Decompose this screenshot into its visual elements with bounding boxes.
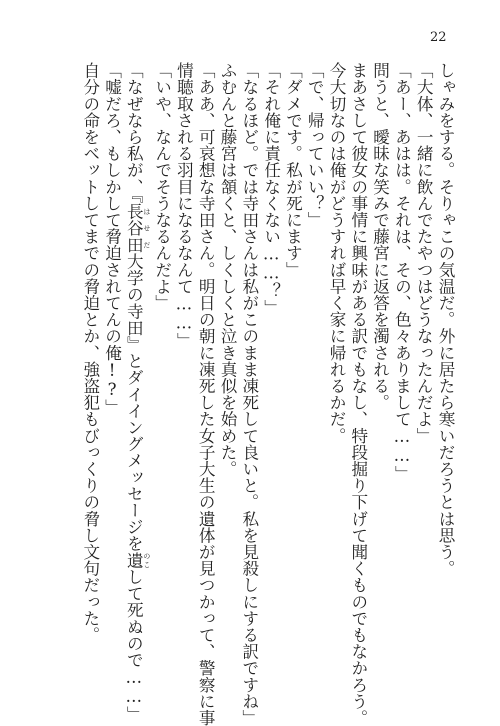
text-line: 自分の命をベットしてまでの脅迫とか、強盗犯もびっくりの脅し文句だった。 [80,62,100,643]
page-number: 22 [430,30,447,45]
text-line: しゃみをする。そりゃこの気温だ。外に居たら寒いだろうとは思う。 [436,62,455,577]
text-line: 情聴取される羽目になるなんて……」 [174,62,194,349]
text-line: 「ダメです。私が死にます」 [283,62,303,278]
text-line: 「いや、なんでそうなるんだよ」 [152,62,172,311]
text-line: 問うと、曖昧な笑みで藤宮に返答を濁される。 [370,62,390,411]
text-line: 「ああ、可哀想な寺田さん。明日の朝に凍死した女子大生の遺体が見つかって、警察に事 [196,62,216,726]
text-line: 「嘘だろ、もしかして脅迫されてんの俺!?」 [102,62,122,416]
text-line: 「なるほど。では寺田さんは私がこのまま凍死して良いと。私を見殺しにする訳ですね」 [239,62,259,726]
text-line: 「あー、あはは。それは、その、色々ありまして……」 [392,62,412,482]
text-line: 「なぜなら私が、『長谷田 はせだ大学の寺田』とダイイングメッセージを遺 のこして死ぬので……」 [124,62,151,723]
text-line: まあさして彼女の事情に興味がある訳でもなし、特段掘り下げて聞くものでもなかろう。 [348,62,368,726]
ruby-hasetada: 長谷田 はせだ [124,203,151,253]
text-line: 「それ俺に責任なくない……？」 [261,62,281,316]
text-line: 今大切なのは俺がどうすれば早く家に帰れるかだ。 [327,62,347,444]
ruby-nokoshite: 遺 のこ [124,551,151,569]
text-line: ふむんと藤宮は頷くと、しくしくと泣き真似を始めた。 [218,62,238,477]
novel-text-body [76,62,456,726]
text-line: 「大体、一緒に飲んでたやつはどうなったんだよ」 [414,62,434,444]
furigana-hasetada: はせだ [142,203,151,253]
text-line: 「で、帰っていい？」 [305,62,325,228]
furigana-nokoshite: のこ [142,551,151,569]
